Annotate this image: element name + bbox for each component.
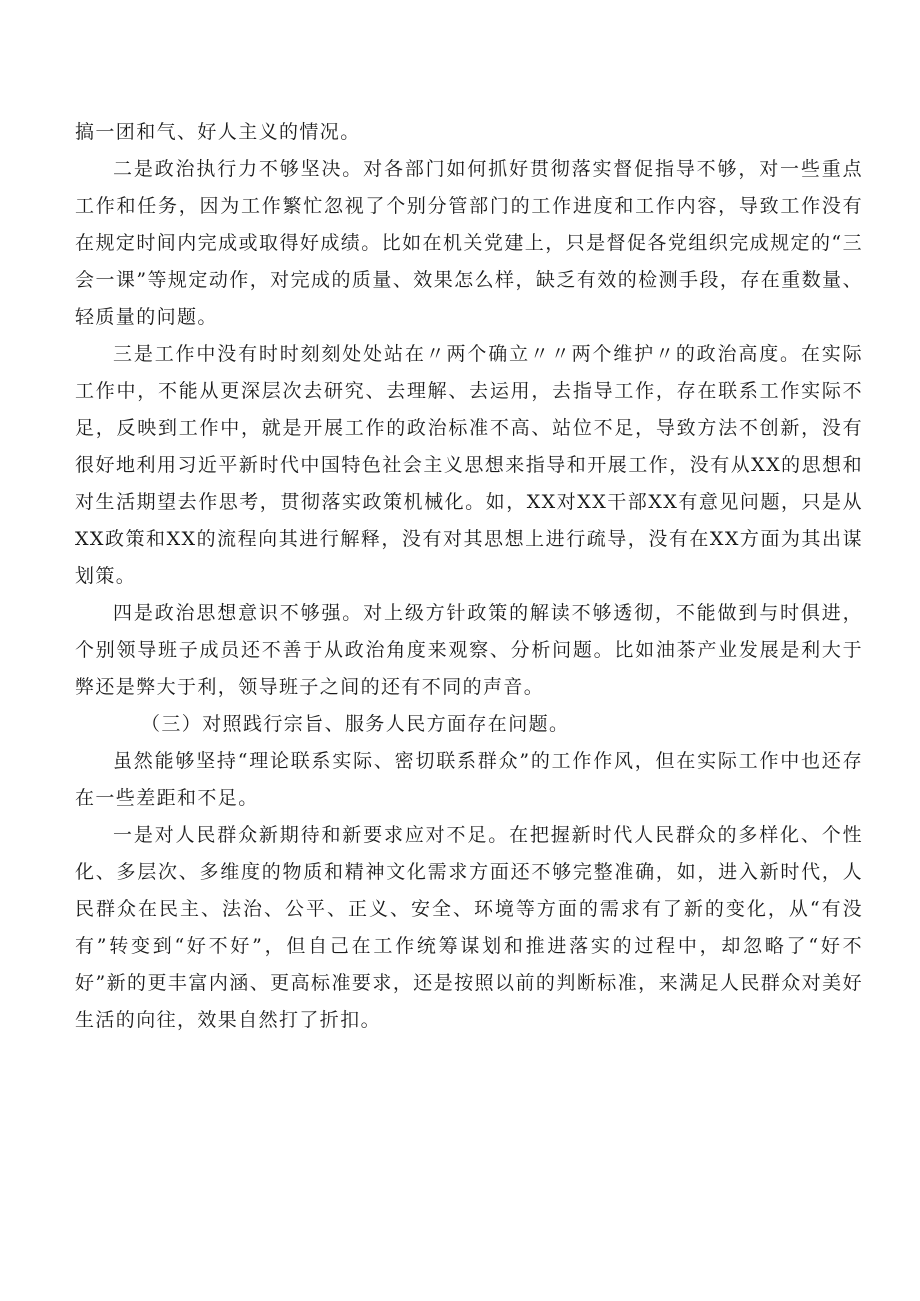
paragraph-work-style: 虽然能够坚持“理论联系实际、密切联系群众”的工作作风，但在实际工作中也还存在一些差距和不足。	[75, 750, 863, 809]
paragraph-political-awareness: 四是政治思想意识不够强。对上级方针政策的解读不够透彻，不能做到与时俱进，个别领导班子成员还不善于从政治角度来观察、分析问题。比如油茶产业发展是利大于弊还是弊大于利，领导班子之间的还有不同的声音。	[75, 602, 863, 698]
paragraph-people-needs: 一是对人民群众新期待和新要求应对不足。在把握新时代人民群众的多样化、个性化、多层次、多维度的物质和精神文化需求方面还不够完整准确，如，进入新时代，人民群众在民主、法治、公平、正义、安全、环境等方面的需求有了新的变化，从“有没有”转变到“好不好”，但自己在工作统筹谋划和推进落实的过程中，却忽略了“好不好”新的更丰富内涵、更高标准要求，还是按照以前的判断标准，来满足人民群众对美好生活的向往，效果自然打了折扣。	[75, 824, 863, 1031]
document-body	[75, 114, 863, 1039]
paragraph-political-height: 三是工作中没有时时刻刻处处站在〃两个确立〃〃两个维护〃的政治高度。在实际工作中，不能从更深层次去研究、去理解、去运用，去指导工作，存在联系工作实际不足，反映到工作中，就是开展工作的政治标准不高、站位不足，导致方法不创新，没有很好地利用习近平新时代中国特色社会主义思想来指导和开展工作，没有从XX的思想和对生活期望去作思考，贯彻落实政策机械化。如，XX对XX干部XX有意见问题，只是从XX政策和XX的流程向其进行解释，没有对其思想上进行疏导，没有在XX方面为其出谋划策。	[75, 343, 863, 587]
paragraph-continuation: 搞一团和气、好人主义的情况。	[75, 121, 361, 143]
section-heading-3: （三）对照践行宗旨、服务人民方面存在问题。	[141, 713, 570, 735]
paragraph-political-execution: 二是政治执行力不够坚决。对各部门如何抓好贯彻落实督促指导不够，对一些重点工作和任务，因为工作繁忙忽视了个别分管部门的工作进度和工作内容，导致工作没有在规定时间内完成或取得好成绩。比如在机关党建上，只是督促各党组织完成规定的“三会一课”等规定动作，对完成的质量、效果怎么样，缺乏有效的检测手段，存在重数量、轻质量的问题。	[75, 158, 863, 328]
